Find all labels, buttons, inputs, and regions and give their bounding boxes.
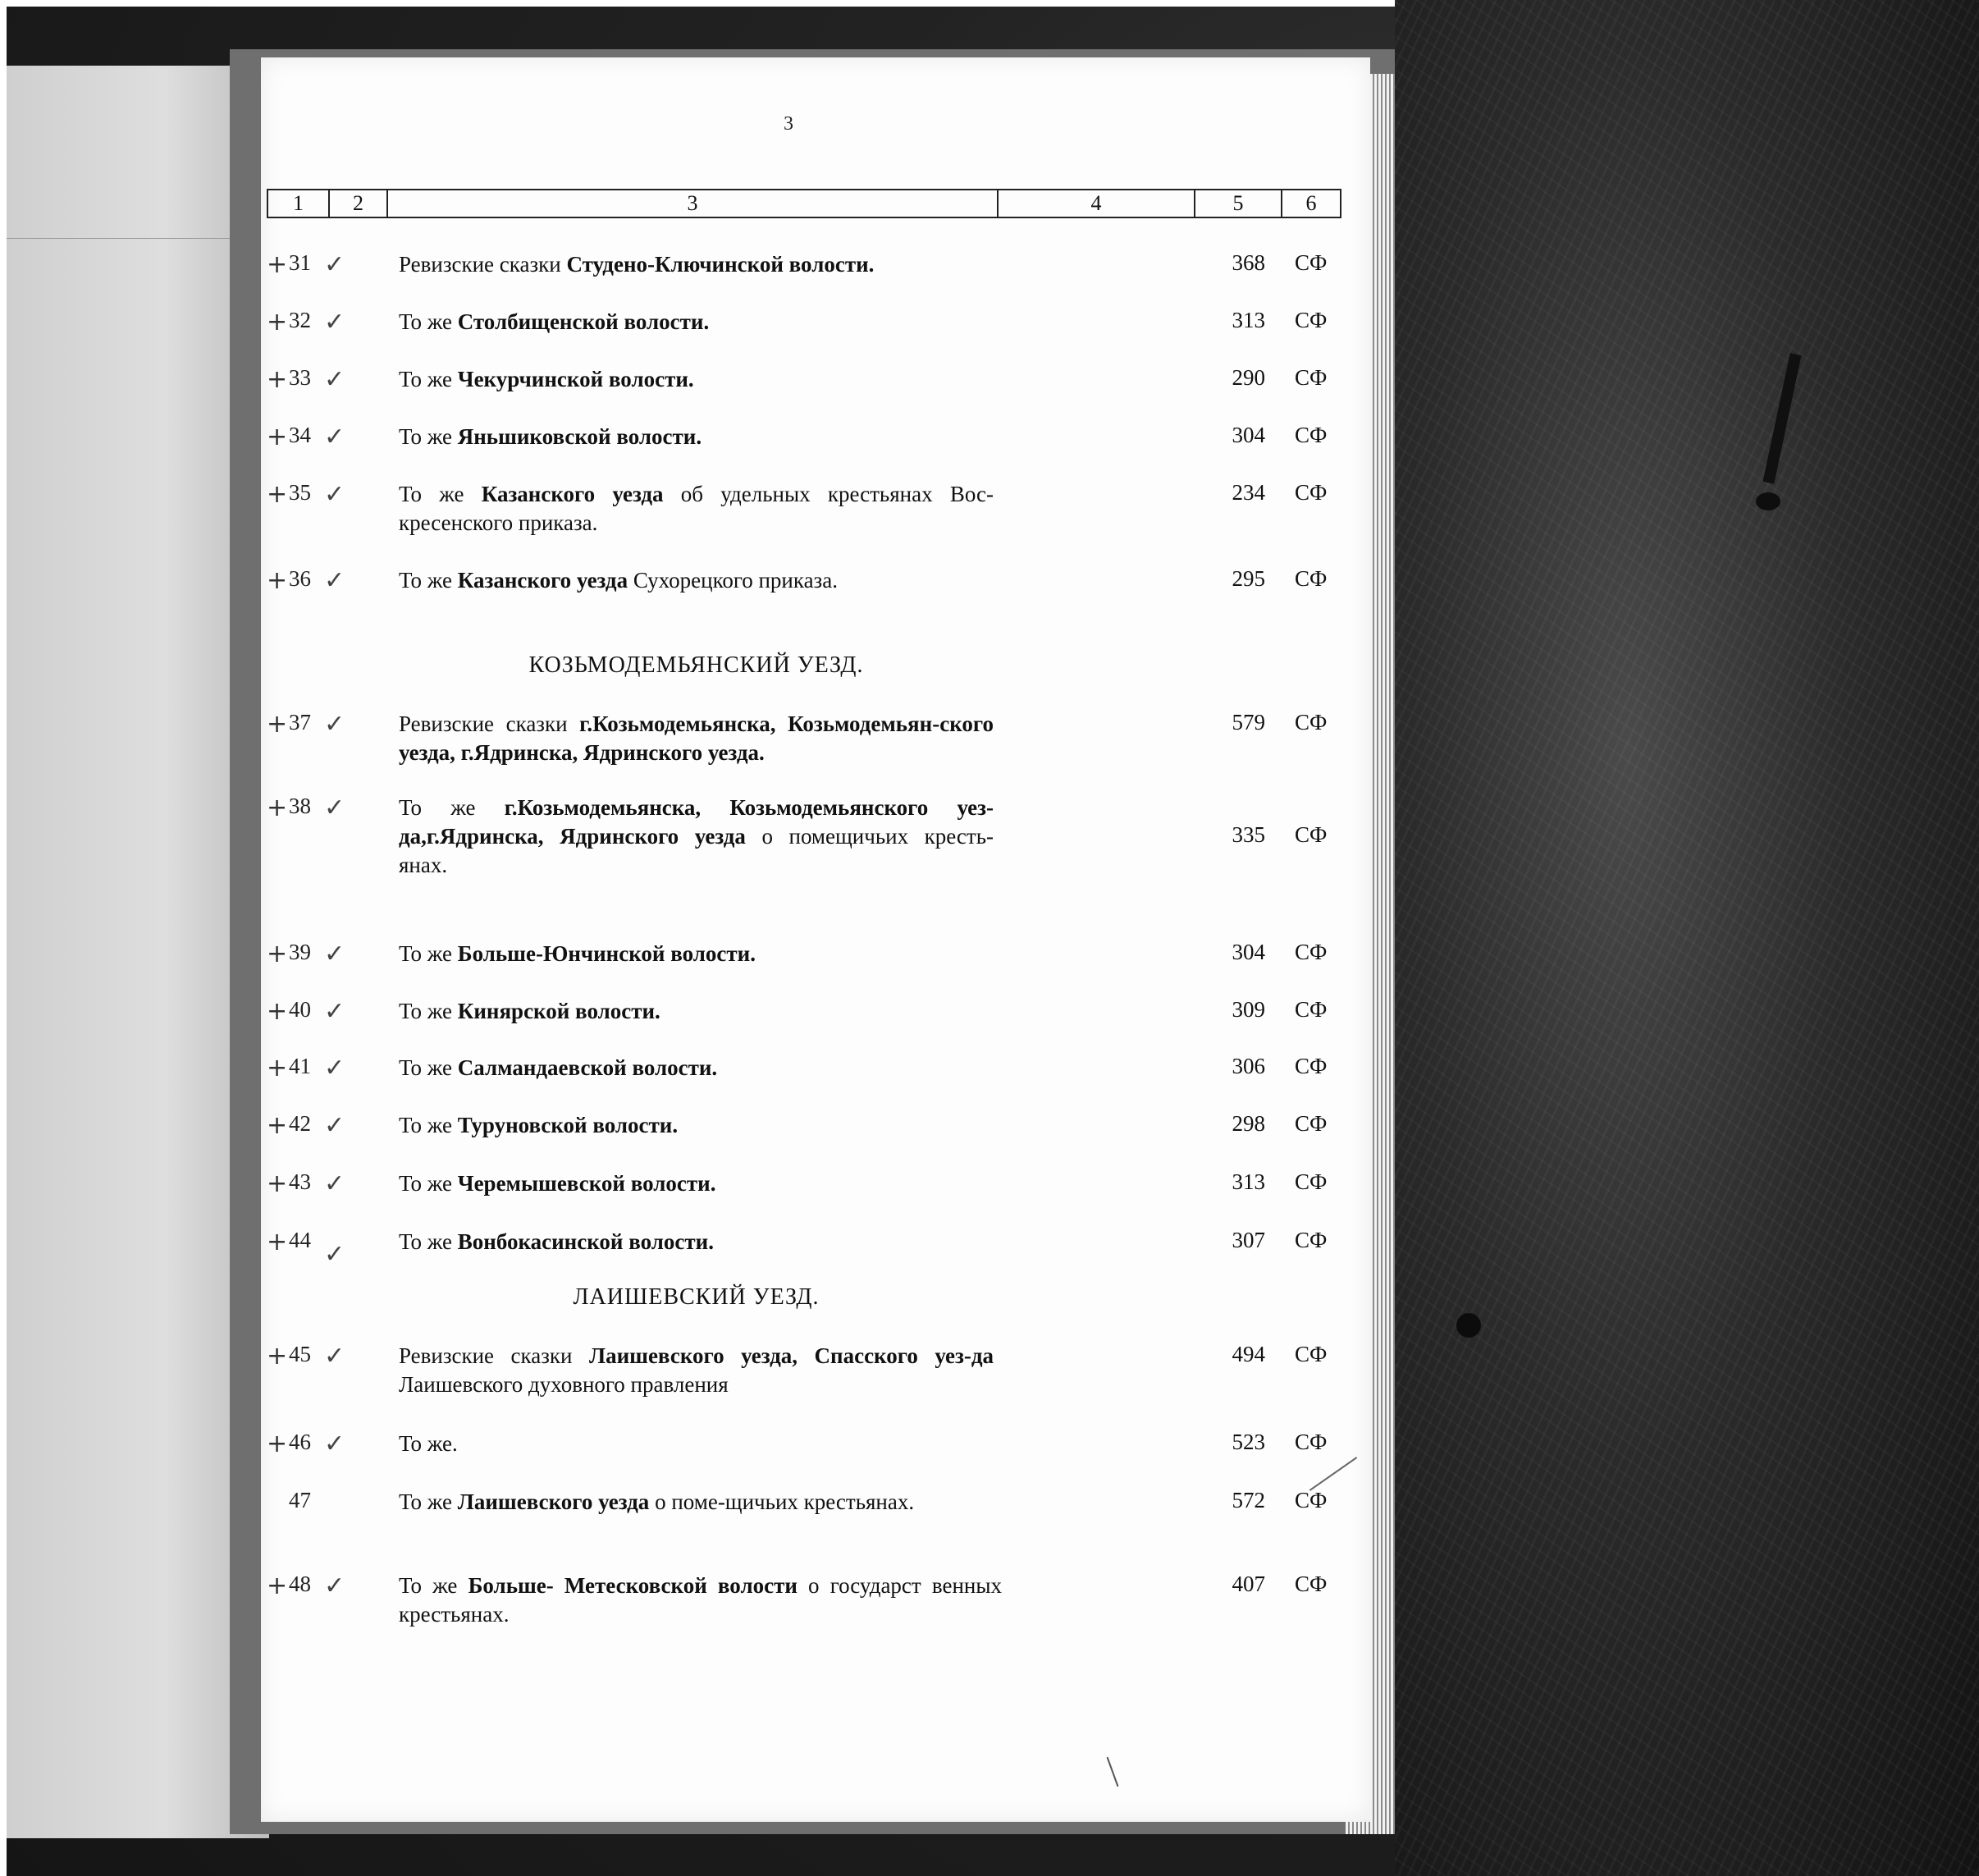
- column-header: [267, 189, 1341, 218]
- row-description: То же Больше-Юнчинской волости.: [399, 941, 756, 966]
- section-heading: ЛАИШЕВСКИЙ УЕЗД.: [573, 1284, 820, 1310]
- row-fund: СФ: [1295, 1054, 1328, 1078]
- row-fund: СФ: [1295, 1228, 1328, 1252]
- row-description: То же Туруновской волости.: [399, 1113, 679, 1137]
- column-header-6: 6: [1305, 191, 1317, 215]
- row-count: 494: [1232, 1342, 1265, 1366]
- row-number: 39: [289, 940, 311, 964]
- column-header-1: 1: [268, 190, 330, 217]
- row-count: 234: [1232, 480, 1265, 505]
- row-number: 40: [289, 997, 311, 1022]
- row-number: 42: [289, 1111, 311, 1136]
- checkmark-icon: ✓: [324, 480, 345, 509]
- row-count: 335: [1232, 822, 1265, 847]
- row-count: 572: [1232, 1488, 1265, 1512]
- row-count: 309: [1232, 997, 1265, 1022]
- leather-cover: [1395, 0, 1979, 1876]
- row-fund: СФ: [1295, 940, 1328, 964]
- plus-mark: +: [267, 1572, 288, 1600]
- row-count: 313: [1232, 1169, 1265, 1194]
- plus-mark: +: [267, 1169, 288, 1198]
- row-count: 306: [1232, 1054, 1265, 1078]
- row-number: 46: [289, 1430, 311, 1454]
- row-description: Ревизские сказки Лаишевского уезда, Спасского уез-да Лаишевского духовного правления: [399, 1343, 994, 1397]
- checkmark-icon: ✓: [324, 940, 345, 968]
- row-number: 35: [289, 480, 311, 505]
- row-fund: СФ: [1295, 566, 1328, 591]
- row-number: 36: [289, 566, 311, 591]
- checkmark-icon: ✓: [324, 365, 345, 394]
- page-number: 3: [784, 113, 793, 135]
- row-description: То же Лаишевского уезда о поме-щичьих крестьянах.: [399, 1489, 915, 1514]
- row-number: 33: [289, 365, 311, 390]
- plus-mark: +: [267, 997, 288, 1026]
- row-fund: СФ: [1295, 1342, 1328, 1366]
- row-fund: СФ: [1295, 250, 1328, 275]
- leather-mark: [1456, 1313, 1481, 1338]
- checkmark-icon: ✓: [324, 1430, 345, 1458]
- row-description: То же Больше- Метесковской волости о государст венных крестьянах.: [399, 1573, 1002, 1627]
- plus-mark: +: [267, 1342, 288, 1370]
- row-fund: СФ: [1295, 480, 1328, 505]
- column-header-5: 5: [1195, 190, 1282, 217]
- checkmark-icon: ✓: [324, 250, 345, 279]
- row-description: То же Казанского уезда Сухорецкого приказа.: [399, 568, 838, 593]
- row-number: 43: [289, 1169, 311, 1194]
- row-count: 304: [1232, 940, 1265, 964]
- checkmark-icon: ✓: [324, 997, 345, 1026]
- row-description: Ревизские сказки Студено-Ключинской волости.: [399, 252, 875, 277]
- checkmark-icon: ✓: [324, 1169, 345, 1198]
- row-count: 295: [1232, 566, 1265, 591]
- row-fund: СФ: [1295, 423, 1328, 447]
- row-count: 368: [1232, 250, 1265, 275]
- row-number: 38: [289, 794, 311, 818]
- row-description: То же г.Козьмодемьянска, Козьмодемьянского уез-да,г.Ядринска, Ядринского уезда о помещичьих кресть- янах.: [399, 795, 994, 877]
- row-description: То же Вонбокасинской волости.: [399, 1229, 714, 1254]
- row-count: 313: [1232, 308, 1265, 332]
- row-number: 37: [289, 710, 311, 734]
- row-description: То же Кинярской волости.: [399, 999, 660, 1023]
- row-number: 44: [289, 1228, 311, 1252]
- plus-mark: +: [267, 250, 288, 279]
- checkmark-icon: ✓: [324, 423, 345, 451]
- row-number: 41: [289, 1054, 311, 1078]
- row-fund: СФ: [1295, 1488, 1328, 1512]
- row-fund: СФ: [1295, 997, 1328, 1022]
- plus-mark: +: [267, 1054, 288, 1082]
- row-number: 45: [289, 1342, 311, 1366]
- column-header-4: 4: [999, 190, 1195, 217]
- row-description: То же Салмандаевской волости.: [399, 1055, 718, 1080]
- row-number: 47: [289, 1488, 311, 1512]
- checkmark-icon: ✓: [324, 1240, 345, 1269]
- row-count: 407: [1232, 1572, 1265, 1596]
- checkmark-icon: ✓: [324, 566, 345, 595]
- row-description: То же Чекурчинской волости.: [399, 367, 694, 391]
- row-description: То же Черемышевской волости.: [399, 1171, 716, 1196]
- row-description: Ревизские сказки г.Козьмодемьянска, Козьмодемьян-ского уезда, г.Ядринска, Ядринского уезда.: [399, 712, 994, 765]
- checkmark-icon: ✓: [324, 794, 345, 822]
- plus-mark: +: [267, 794, 288, 822]
- column-header-3: 3: [388, 190, 999, 217]
- checkmark-icon: ✓: [324, 1111, 345, 1140]
- row-fund: СФ: [1295, 365, 1328, 390]
- row-fund: СФ: [1295, 308, 1328, 332]
- plus-mark: +: [267, 308, 288, 336]
- row-count: 579: [1232, 710, 1265, 734]
- checkmark-icon: ✓: [324, 1342, 345, 1370]
- plus-mark: +: [267, 566, 288, 595]
- checkmark-icon: ✓: [324, 710, 345, 739]
- plus-mark: +: [267, 480, 288, 509]
- row-number: 48: [289, 1572, 311, 1596]
- row-number: 31: [289, 250, 311, 275]
- row-fund: СФ: [1295, 1572, 1328, 1596]
- row-fund: СФ: [1295, 1430, 1328, 1454]
- plus-mark: +: [267, 1111, 288, 1140]
- plus-mark: +: [267, 365, 288, 394]
- row-count: 304: [1232, 423, 1265, 447]
- left-page-rule: [7, 238, 253, 239]
- row-count: 290: [1232, 365, 1265, 390]
- row-count: 298: [1232, 1111, 1265, 1136]
- row-description: То же Столбищенской волости.: [399, 309, 710, 334]
- row-description: То же Яньшиковской волости.: [399, 424, 702, 449]
- row-fund: СФ: [1295, 822, 1328, 847]
- checkmark-icon: ✓: [324, 1572, 345, 1600]
- row-number: 32: [289, 308, 311, 332]
- row-number: 34: [289, 423, 311, 447]
- row-count: 307: [1232, 1228, 1265, 1252]
- row-fund: СФ: [1295, 1111, 1328, 1136]
- plus-mark: +: [267, 710, 288, 739]
- column-header-2: 2: [330, 190, 388, 217]
- row-count: 523: [1232, 1430, 1265, 1454]
- checkmark-icon: ✓: [324, 1054, 345, 1082]
- section-heading: КОЗЬМОДЕМЬЯНСКИЙ УЕЗД.: [528, 652, 864, 678]
- row-fund: СФ: [1295, 1169, 1328, 1194]
- plus-mark: +: [267, 1430, 288, 1458]
- leather-mark: [1756, 492, 1780, 510]
- plus-mark: +: [267, 1228, 288, 1256]
- checkmark-icon: ✓: [324, 308, 345, 336]
- row-description: То же.: [399, 1431, 458, 1456]
- plus-mark: +: [267, 423, 288, 451]
- row-description: То же Казанского уезда об удельных крестьянах Вос-кресенского приказа.: [399, 482, 994, 535]
- row-fund: СФ: [1295, 710, 1328, 734]
- plus-mark: +: [267, 940, 288, 968]
